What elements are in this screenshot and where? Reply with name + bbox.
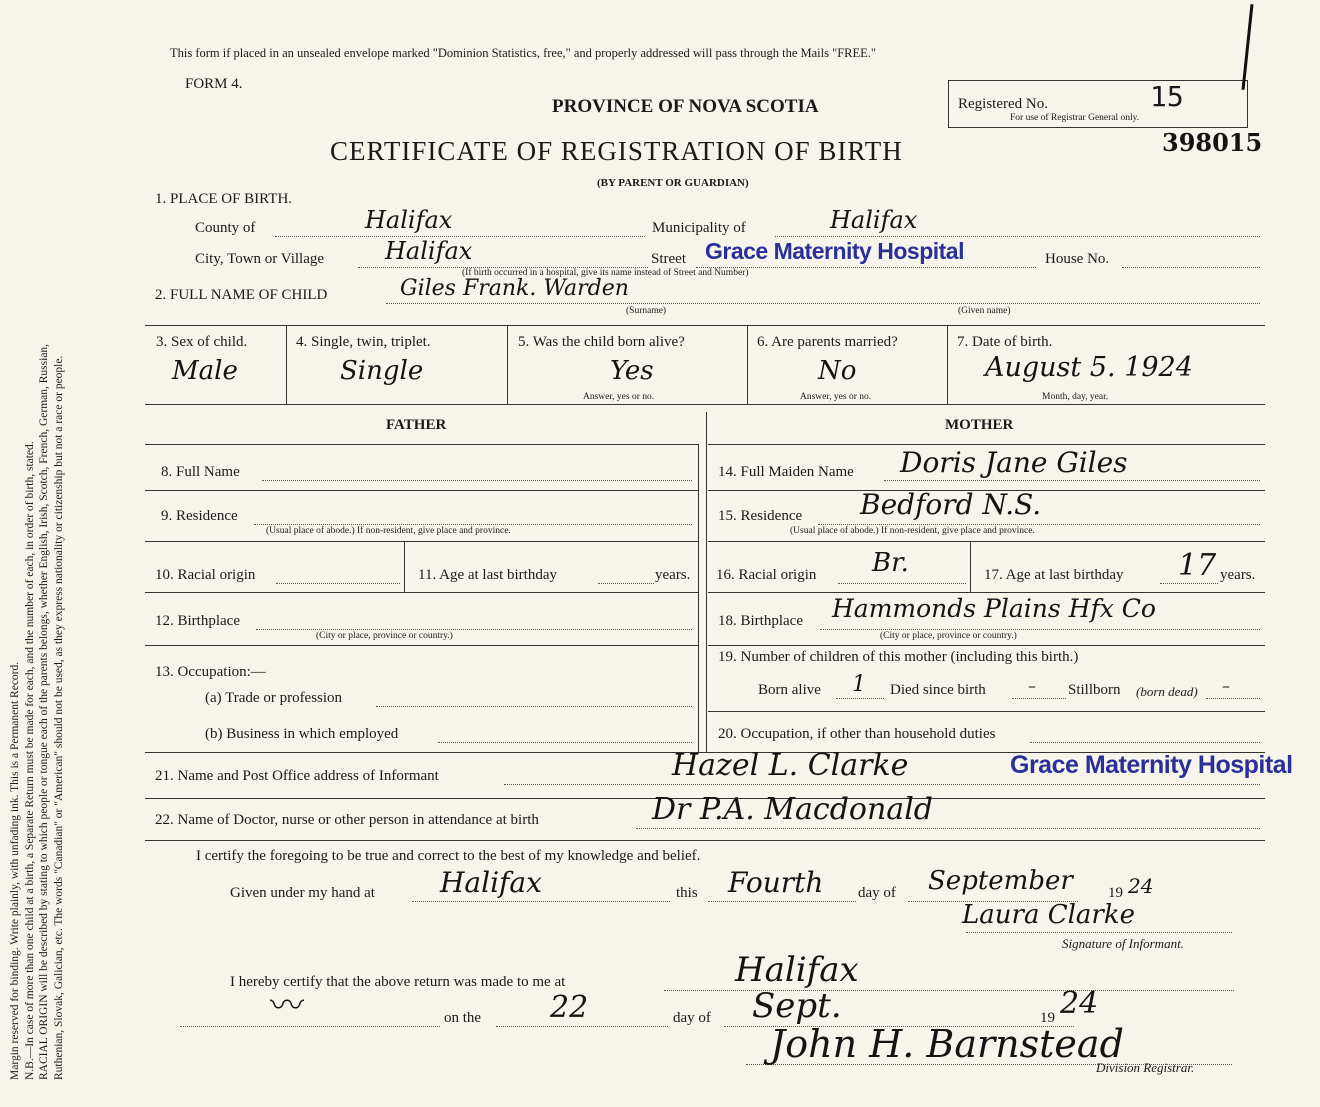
dob-value: August 5. 1924 <box>985 352 1193 383</box>
father-business-label: (b) Business in which employed <box>205 726 399 742</box>
father-residence-note: (Usual place of abode.) If non-resident, give place and province. <box>266 526 511 536</box>
mail-notice: This form if placed in an unsealed envelope marked "Dominion Statistics, free," and properly addressed will pass through the Mails "FREE." <box>170 46 877 60</box>
alive-value: Yes <box>610 356 654 386</box>
stillborn-line <box>1206 698 1260 699</box>
father-years: years. <box>655 567 691 583</box>
year-value: 24 <box>1128 874 1154 898</box>
day-value: Fourth <box>728 866 824 899</box>
margin-note-line: RACIAL ORIGIN will be described by stating to which people or tongue each of the parents belongs, whether English, Irish, Scotch, French, German, Russian, <box>38 343 50 1080</box>
surname-note: (Surname) <box>626 306 667 316</box>
divider <box>747 326 748 404</box>
signature-label: Signature of Informant. <box>1062 936 1184 951</box>
sex-value: Male <box>172 356 238 386</box>
divider <box>404 542 405 592</box>
mother-birthplace-value: Hammonds Plains Hfx Co <box>832 594 1156 623</box>
sex-label: 3. Sex of child. <box>156 334 248 350</box>
father-racial-label: 10. Racial origin <box>155 567 256 583</box>
this-label: this <box>676 885 698 901</box>
father-business-line <box>438 742 692 743</box>
father-occupation-label: 13. Occupation:— <box>155 664 266 680</box>
father-birthplace-line <box>256 629 692 630</box>
registered-label: Registered No. <box>958 96 1048 112</box>
informant-signature: Laura Clarke <box>962 900 1135 930</box>
informant-line <box>504 784 1260 785</box>
mother-age-line <box>1160 583 1218 584</box>
hospital-note: (If birth occurred in a hospital, give its name instead of Street and Number) <box>462 268 749 278</box>
informant-stamp: Grace Maternity Hospital <box>1010 751 1293 779</box>
margin-note-line: N.B.—In case of more than one child at a birth, a Separate Return must be made for each, and the number of each, in order of birth, stated. <box>23 441 36 1080</box>
born-alive-label: Born alive <box>758 682 821 698</box>
division-registrar-label: Division Registrar. <box>1096 1060 1195 1075</box>
died-line <box>1012 698 1066 699</box>
doctor-value: Dr P.A. Macdonald <box>652 792 933 827</box>
mother-name-label: 14. Full Maiden Name <box>718 464 854 480</box>
mother-residence-label: 15. Residence <box>718 508 803 524</box>
municipality-line <box>775 236 1260 237</box>
divider <box>970 542 971 592</box>
municipality-value: Halifax <box>830 206 918 234</box>
province-title: PROVINCE OF NOVA SCOTIA <box>552 96 819 117</box>
margin-note <box>8 40 66 1080</box>
file-number: 398015 <box>1162 128 1263 157</box>
divider <box>708 541 1265 542</box>
street-label: Street <box>651 251 686 267</box>
born-alive-value: 1 <box>852 672 866 697</box>
stillborn-note: (born dead) <box>1136 684 1198 699</box>
form-number: FORM 4. <box>185 76 243 92</box>
registrar-place-value: Halifax <box>735 950 859 990</box>
mother-occupation-label: 20. Occupation, if other than household duties <box>718 726 996 742</box>
registrar-pen-flourish: 〰 <box>270 986 304 1026</box>
divider <box>947 326 948 404</box>
given-name-note: (Given name) <box>958 306 1011 316</box>
mother-years: years. <box>1220 567 1256 583</box>
county-label: County of <box>195 220 256 236</box>
father-heading: FATHER <box>386 417 447 433</box>
divider <box>145 444 698 445</box>
divider <box>698 444 699 752</box>
divider <box>145 325 1265 326</box>
mother-name-line <box>884 480 1260 481</box>
mother-name-value: Doris Jane Giles <box>900 446 1128 479</box>
married-value: No <box>818 356 857 386</box>
certify-statement: I certify the foregoing to be true and correct to the best of my knowledge and belief. <box>196 848 701 864</box>
mother-racial-line <box>838 583 966 584</box>
father-birthplace-label: 12. Birthplace <box>155 613 240 629</box>
dob-note: Month, day, year. <box>1042 392 1109 402</box>
divider <box>145 404 1265 405</box>
mother-residence-note: (Usual place of abode.) If non-resident, give place and province. <box>790 526 1035 536</box>
margin-note-line: Ruthenian, Slovak, Galician, etc. The words "Canadian" or "American" should not be used, as they express nationality or citizenship but not a race or people. <box>52 355 65 1080</box>
father-residence-line <box>254 524 692 525</box>
given-place-line <box>412 901 670 902</box>
divider <box>708 592 1265 593</box>
place-of-birth-label: 1. PLACE OF BIRTH. <box>155 191 293 207</box>
father-age-label: 11. Age at last birthday <box>418 567 557 583</box>
informant-label: 21. Name and Post Office address of Informant <box>155 768 439 784</box>
mother-age-label: 17. Age at last birthday <box>984 567 1124 583</box>
doctor-label: 22. Name of Doctor, nurse or other person in attendance at birth <box>155 812 539 828</box>
mother-heading: MOTHER <box>945 417 1014 433</box>
mother-occupation-line <box>1030 742 1260 743</box>
dob-label: 7. Date of birth. <box>957 334 1053 350</box>
mother-residence-line <box>818 524 1260 525</box>
informant-value: Hazel L. Clarke <box>672 748 909 783</box>
mother-birthplace-line <box>820 629 1260 630</box>
divider <box>145 490 698 491</box>
father-residence-label: 9. Residence <box>161 508 238 524</box>
certificate-subtitle: (BY PARENT OR GUARDIAN) <box>597 177 749 189</box>
single-value: Single <box>340 356 424 386</box>
city-value: Halifax <box>385 237 473 265</box>
mother-racial-label: 16. Racial origin <box>716 567 817 583</box>
child-name-line <box>386 303 1260 304</box>
registrar-day-value: 22 <box>550 990 589 1025</box>
father-trade-label: (a) Trade or profession <box>205 690 343 706</box>
given-label: Given under my hand at <box>230 885 375 901</box>
father-name-label: 8. Full Name <box>161 464 240 480</box>
month-value: September <box>928 866 1073 896</box>
father-trade-line <box>376 706 692 707</box>
father-age-line <box>598 583 654 584</box>
pen-mark <box>1242 4 1254 90</box>
registrar-month-value: Sept. <box>752 986 842 1026</box>
registrar-year-value: 24 <box>1060 986 1099 1021</box>
died-label: Died since birth <box>890 682 986 698</box>
divider <box>145 840 1265 841</box>
city-label: City, Town or Village <box>195 251 325 267</box>
day-of-label: day of <box>858 885 896 901</box>
divider <box>286 326 287 404</box>
registrar-place-line <box>664 990 1234 991</box>
registrar-year-prefix: 19 <box>1040 1010 1055 1026</box>
alive-label: 5. Was the child born alive? <box>518 334 685 350</box>
divider <box>145 592 698 593</box>
divider <box>145 645 698 646</box>
child-name-value: Giles Frank. Warden <box>400 276 629 301</box>
mother-birthplace-note: (City or place, province or country.) <box>880 631 1017 641</box>
house-label: House No. <box>1045 251 1110 267</box>
married-label: 6. Are parents married? <box>757 334 898 350</box>
died-value: – <box>1028 676 1036 695</box>
given-place-value: Halifax <box>440 866 542 899</box>
signature-line <box>966 932 1232 933</box>
mother-age-value: 17 <box>1178 548 1217 583</box>
stillborn-label: Stillborn <box>1068 682 1121 698</box>
house-line <box>1122 267 1260 268</box>
registrar-day-of-label: day of <box>673 1010 711 1026</box>
father-name-line <box>262 480 692 481</box>
divider <box>708 711 1265 712</box>
divider <box>708 645 1265 646</box>
registrar-blank-line <box>180 1026 440 1027</box>
divider <box>706 412 707 752</box>
divider <box>145 541 698 542</box>
mother-racial-value: Br. <box>872 548 909 578</box>
born-alive-line <box>836 698 884 699</box>
answer-note: Answer, yes or no. <box>583 392 655 402</box>
year-prefix: 19 <box>1108 885 1123 901</box>
answer-note: Answer, yes or no. <box>800 392 872 402</box>
mother-residence-value: Bedford N.S. <box>860 488 1042 521</box>
stillborn-value: – <box>1222 676 1230 695</box>
divider <box>708 444 1265 445</box>
municipality-label: Municipality of <box>652 220 746 236</box>
registrar-note: For use of Registrar General only. <box>1010 113 1140 123</box>
registrar-signature: John H. Barnstead <box>770 1022 1124 1066</box>
on-the-label: on the <box>444 1010 482 1026</box>
day-line <box>708 901 856 902</box>
registrar-statement: I hereby certify that the above return was made to me at <box>230 974 566 990</box>
child-name-label: 2. FULL NAME OF CHILD <box>155 287 328 303</box>
certificate-title: CERTIFICATE OF REGISTRATION OF BIRTH <box>330 136 903 166</box>
county-value: Halifax <box>365 206 453 234</box>
doctor-line <box>636 828 1260 829</box>
hospital-stamp: Grace Maternity Hospital <box>705 238 964 264</box>
mother-children-label: 19. Number of children of this mother (including this birth.) <box>718 649 1079 665</box>
father-racial-line <box>276 583 400 584</box>
registrar-day-line <box>496 1026 668 1027</box>
margin-note-line: Margin reserved for binding. Write plainly, with unfading ink. This is a Permanent Record. <box>9 661 21 1080</box>
father-birthplace-note: (City or place, province or country.) <box>316 631 453 641</box>
mother-birthplace-label: 18. Birthplace <box>718 613 803 629</box>
single-label: 4. Single, twin, triplet. <box>296 334 431 350</box>
registered-number: 15 <box>1150 80 1184 113</box>
divider <box>507 326 508 404</box>
